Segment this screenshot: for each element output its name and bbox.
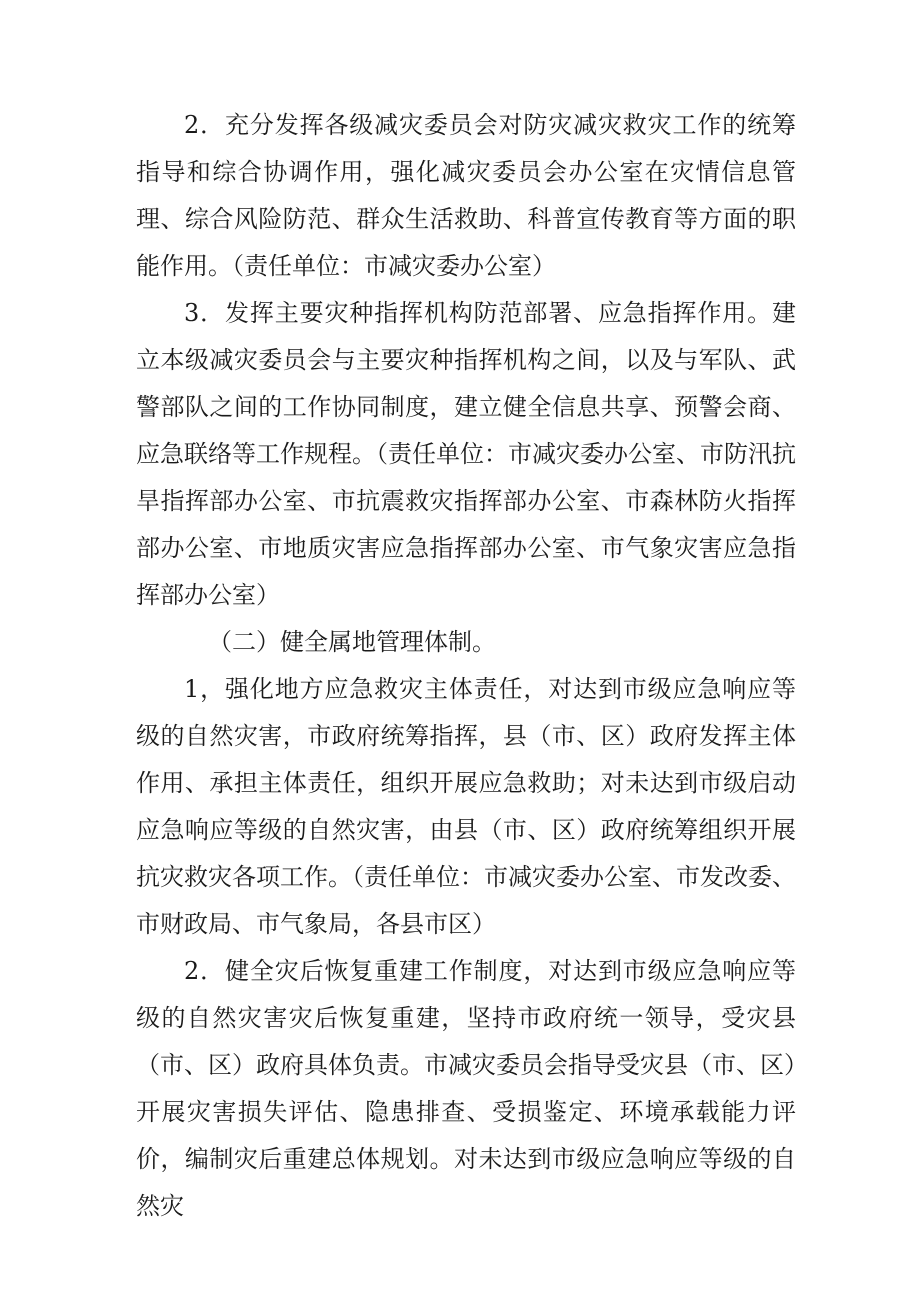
- section-heading-territorial-management: [136, 619, 796, 666]
- paragraph-item-1-local-responsibility: [136, 666, 796, 948]
- paragraph-text: 3．发挥主要灾种指挥机构防范部署、应急指挥作用。建立本级减灾委员会与主要灾种指挥机构之间，以及与军队、武警部队之间的工作协同制度，建立健全信息共享、预警会商、应急联络等工作规程。（责任单位：市减灾委办公室、市防汛抗旱指挥部办公室、市抗震救灾指挥部办公室、市森林防火指挥部办公室、市地质灾害应急指挥部办公室、市气象灾害应急指挥部办公室）: [136, 299, 796, 609]
- section-heading-text: （二）健全属地管理体制。: [208, 628, 496, 656]
- paragraph-text: 2．充分发挥各级减灾委员会对防灾减灾救灾工作的统筹指导和综合协调作用，强化减灾委员会办公室在灾情信息管理、综合风险防范、群众生活救助、科普宣传教育等方面的职能作用。（责任单位：市减灾委办公室）: [136, 111, 796, 280]
- paragraph-item-3-command: [136, 290, 796, 619]
- paragraph-text: 1，强化地方应急救灾主体责任，对达到市级应急响应等级的自然灾害，市政府统筹指挥，县（市、区）政府发挥主体作用、承担主体责任，组织开展应急救助；对未达到市级启动应急响应等级的自然灾害，由县（市、区）政府统筹组织开展抗灾救灾各项工作。（责任单位：市减灾委办公室、市发改委、市财政局、市气象局，各县市区）: [136, 675, 796, 938]
- paragraph-item-2-reconstruction: [136, 948, 796, 1230]
- paragraph-text: 2．健全灾后恢复重建工作制度，对达到市级应急响应等级的自然灾害灾后恢复重建，坚持市政府统一领导，受灾县（市、区）政府具体负责。市减灾委员会指导受灾县（市、区）开展灾害损失评估、隐患排查、受损鉴定、环境承载能力评价，编制灾后重建总体规划。对未达到市级应急响应等级的自然灾: [136, 957, 796, 1220]
- paragraph-item-2-coordination: [136, 102, 796, 290]
- document-body: [136, 102, 796, 1230]
